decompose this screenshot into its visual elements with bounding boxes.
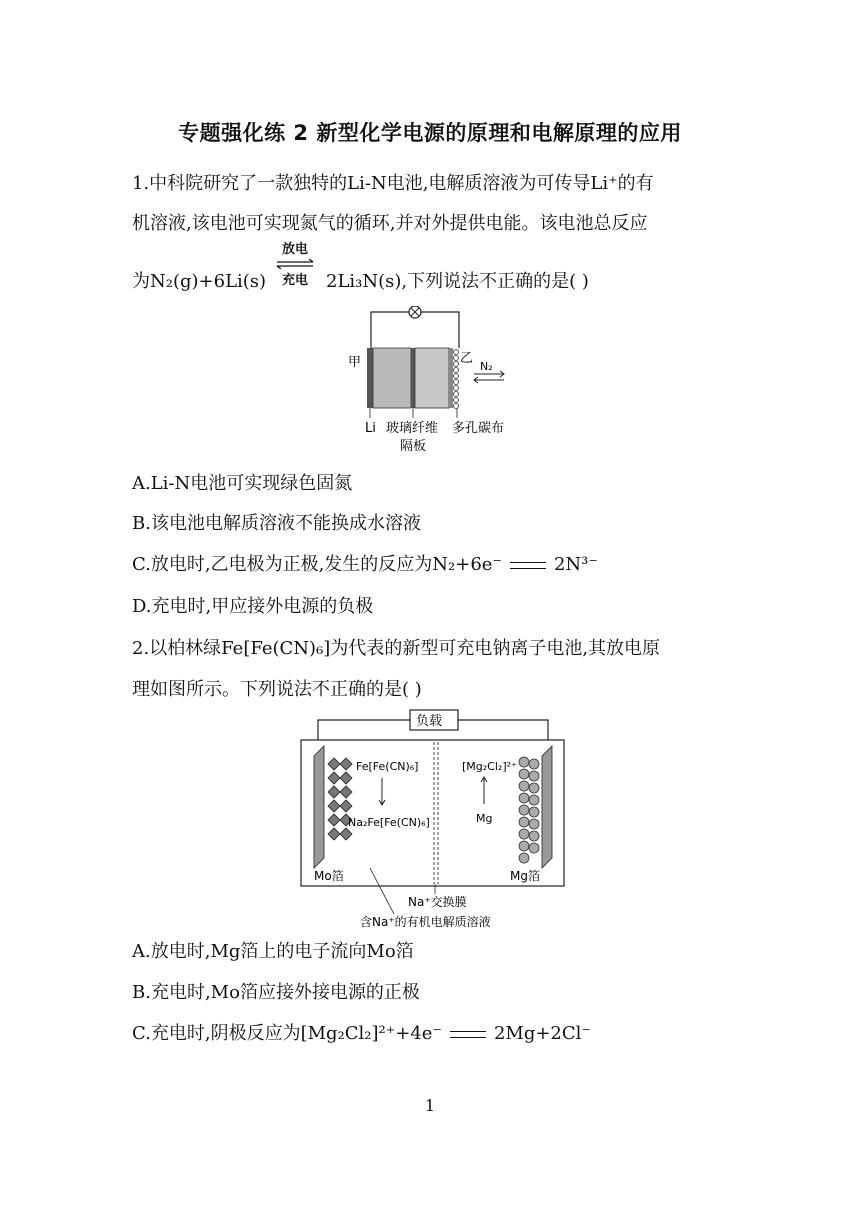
label-electrolyte: 含Na⁺的有机电解质溶液 xyxy=(360,915,491,929)
label-load: 负载 xyxy=(416,714,443,729)
q1-option-c-text: C.放电时,乙电极为正极,发生的反应为N₂+6e⁻ xyxy=(132,554,502,575)
double-arrow-icon xyxy=(273,259,317,269)
q1-option-c xyxy=(132,553,598,577)
label-li: Li xyxy=(365,421,376,436)
mg-spheres xyxy=(519,757,539,863)
equals-sign xyxy=(510,562,546,569)
page-number: 1 xyxy=(424,1096,436,1115)
q1-option-a: A.Li-N电池可实现绿色固氮 xyxy=(132,473,353,494)
q2-option-a: A.放电时,Mg箔上的电子流向Mo箔 xyxy=(132,941,414,962)
label-yi: 乙 xyxy=(460,351,474,366)
sodium-ion-battery-figure xyxy=(298,708,568,934)
mo-foil xyxy=(314,746,324,868)
label-mg: Mg xyxy=(476,812,493,825)
li-n-battery-figure xyxy=(340,306,530,456)
q2-option-c xyxy=(132,1022,591,1046)
q1-option-b: B.该电池电解质溶液不能换成水溶液 xyxy=(132,513,421,534)
arrow-label-charge: 充电 xyxy=(281,273,308,288)
porous-carbon xyxy=(454,350,459,409)
label-separator: 隔板 xyxy=(400,439,427,454)
equals-sign xyxy=(450,1031,486,1038)
arrow-label-discharge: 放电 xyxy=(281,242,308,257)
label-mo-foil: Mo箔 xyxy=(314,869,344,883)
q2-line-2: 理如图所示。下列说法不正确的是( ) xyxy=(132,679,422,700)
label-jia: 甲 xyxy=(348,355,362,370)
li-electrode xyxy=(367,348,373,408)
q1-line-3-suffix: 2Li₃N(s),下列说法不正确的是( ) xyxy=(326,271,589,292)
q2-option-c-product: 2Mg+2Cl⁻ xyxy=(493,1023,591,1044)
q2-option-c-text: C.充电时,阴极反应为[Mg₂Cl₂]²⁺+4e⁻ xyxy=(132,1023,442,1044)
q2-option-b: B.充电时,Mo箔应接外接电源的正极 xyxy=(132,982,420,1003)
separator xyxy=(411,348,415,408)
label-na2-fe-fe-cn6: Na₂Fe[Fe(CN)₆] xyxy=(348,816,430,829)
q1-option-c-product: 2N³⁻ xyxy=(553,554,598,575)
q1-option-d: D.充电时,甲应接外电源的负极 xyxy=(132,596,374,617)
label-carbon-cloth: 多孔碳布 xyxy=(452,421,505,436)
q1-line-1: 1.中科院研究了一款独特的Li-N电池,电解质溶液为可传导Li⁺的有 xyxy=(132,173,654,194)
label-mg2cl2: [Mg₂Cl₂]²⁺ xyxy=(462,760,517,773)
label-mg-foil: Mg箔 xyxy=(510,869,540,883)
label-fe-fe-cn6: Fe[Fe(CN)₆] xyxy=(356,760,419,773)
label-na-membrane: Na⁺交换膜 xyxy=(408,895,467,909)
q1-line-3-prefix: 为N₂(g)+6Li(s) xyxy=(132,271,267,292)
reversible-arrow xyxy=(270,242,320,289)
q2-line-1: 2.以柏林绿Fe[Fe(CN)₆]为代表的新型可充电钠离子电池,其放电原 xyxy=(132,638,661,659)
label-glass-fiber: 玻璃纤维 xyxy=(386,421,439,436)
page-title: 专题强化练 2 新型化学电源的原理和电解原理的应用 xyxy=(178,121,682,145)
q1-line-2: 机溶液,该电池可实现氮气的循环,并对外提供电能。该电池总反应 xyxy=(132,213,648,234)
label-n2: N₂ xyxy=(480,360,493,373)
mg-foil xyxy=(542,746,552,868)
